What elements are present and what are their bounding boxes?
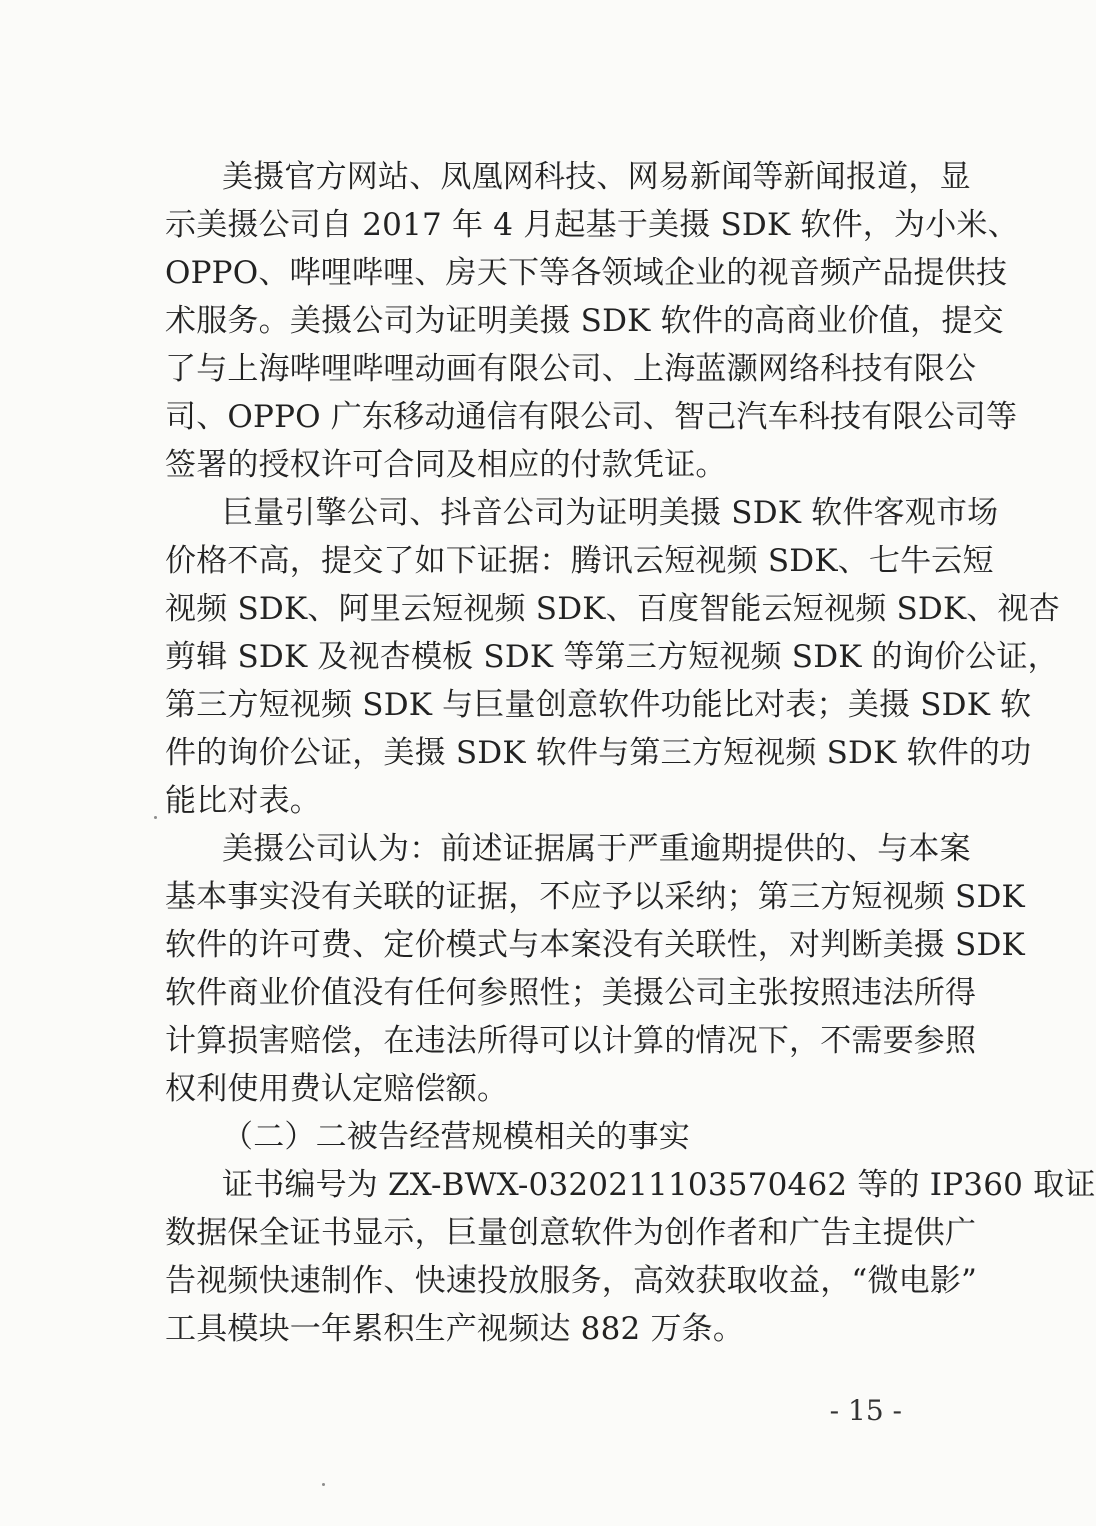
text-line: 美摄公司认为：前述证据属于严重逾期提供的、与本案 — [222, 831, 971, 867]
text-line: 签署的授权许可合同及相应的付款凭证。 — [165, 447, 727, 483]
text-line: 视频 SDK、阿里云短视频 SDK、百度智能云短视频 SDK、视杏 — [165, 591, 1060, 627]
text-line: OPPO、哔哩哔哩、房天下等各领域企业的视音频产品提供技 — [165, 255, 1008, 291]
text-line: 示美摄公司自 2017 年 4 月起基于美摄 SDK 软件，为小米、 — [165, 207, 1019, 243]
text-line: 剪辑 SDK 及视杏模板 SDK 等第三方短视频 SDK 的询价公证， — [165, 639, 1059, 675]
text-line: 能比对表。 — [165, 783, 321, 819]
text-line: 权利使用费认定赔偿额。 — [165, 1071, 509, 1107]
text-line: 第三方短视频 SDK 与巨量创意软件功能比对表；美摄 SDK 软 — [165, 687, 1032, 723]
page-number: - 15 - — [829, 1394, 902, 1427]
text-line: 司、OPPO 广东移动通信有限公司、智己汽车科技有限公司等 — [165, 399, 1018, 435]
section-heading: （二）二被告经营规模相关的事实 — [222, 1119, 690, 1155]
scan-speck — [322, 1483, 325, 1486]
text-line: 了与上海哔哩哔哩动画有限公司、上海蓝灏网络科技有限公 — [165, 351, 977, 387]
text-line: 件的询价公证，美摄 SDK 软件与第三方短视频 SDK 软件的功 — [165, 735, 1032, 771]
scan-speck — [154, 816, 157, 819]
text-line: 告视频快速制作、快速投放服务，高效获取收益，“微电影” — [165, 1263, 978, 1299]
text-line: 基本事实没有关联的证据，不应予以采纳；第三方短视频 SDK — [165, 879, 1025, 915]
text-line: 计算损害赔偿，在违法所得可以计算的情况下，不需要参照 — [165, 1023, 977, 1059]
text-line: 软件商业价值没有任何参照性；美摄公司主张按照违法所得 — [165, 975, 977, 1011]
text-line: 证书编号为 ZX-BWX-0320211103570462 等的 IP360 取证 — [222, 1167, 1096, 1203]
text-line: 工具模块一年累积生产视频达 882 万条。 — [165, 1311, 745, 1347]
text-line: 数据保全证书显示，巨量创意软件为创作者和广告主提供广 — [165, 1215, 977, 1251]
text-line: 巨量引擎公司、抖音公司为证明美摄 SDK 软件客观市场 — [222, 495, 999, 531]
text-line: 价格不高，提交了如下证据：腾讯云短视频 SDK、七牛云短 — [165, 543, 994, 579]
text-line: 美摄官方网站、凤凰网科技、网易新闻等新闻报道，显 — [222, 159, 971, 195]
text-line: 术服务。美摄公司为证明美摄 SDK 软件的高商业价值，提交 — [165, 303, 1004, 339]
text-line: 软件的许可费、定价模式与本案没有关联性，对判断美摄 SDK — [165, 927, 1025, 963]
